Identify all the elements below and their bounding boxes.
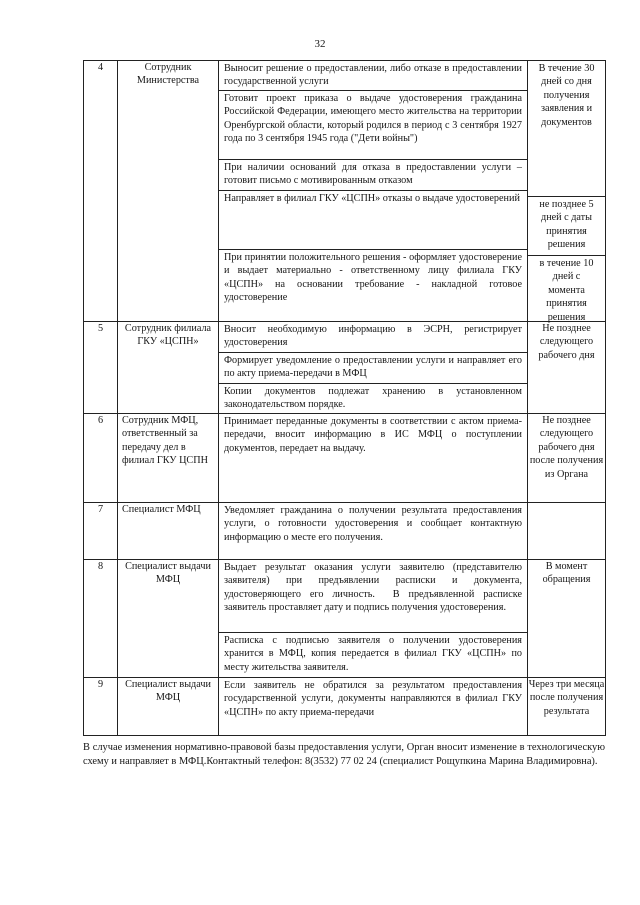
action-item: При принятии положительного решения - оформляет удостоверение и выдает материально - ответственному лицу филиала ГКУ «ЦСПН» на основании требование - накладной готовое удостоверение bbox=[224, 252, 522, 304]
term-item: не позднее 5 дней с даты принятия решения bbox=[528, 197, 605, 256]
footer-note: В случае изменения нормативно-правовой базы предоставления услуги, Орган вносит изменение в технологическую схему и направляет в МФЦ.Контактный телефон: 8(3532) 77 02 24 (специалист Рощупкина Марина Владимировна). bbox=[83, 742, 605, 767]
term-item: В течение 30 дней со дня получения заявления и документов bbox=[528, 61, 605, 197]
action-cell bbox=[219, 61, 528, 322]
term-cell: Через три месяца после получения результата bbox=[528, 678, 606, 736]
table-row bbox=[84, 503, 606, 560]
action-item: Вносит необходимую информацию в ЭСРН, регистрирует удостоверения bbox=[219, 322, 527, 353]
row-number: 7 bbox=[84, 503, 118, 560]
row-number: 8 bbox=[84, 560, 118, 678]
responsible-cell: Сотрудник филиала ГКУ «ЦСПН» bbox=[118, 322, 219, 414]
action-cell bbox=[219, 322, 528, 414]
responsible-cell: Специалист выдачи МФЦ bbox=[118, 678, 219, 736]
action-item: При наличии оснований для отказа в предоставлении услуги – готовит письмо с мотивированным отказом bbox=[219, 160, 527, 191]
action-item: Копии документов подлежат хранению в установленном законодательством порядке. bbox=[224, 386, 522, 411]
action-cell bbox=[219, 503, 528, 560]
term-cell: Не позднее следующего рабочего дня bbox=[528, 322, 606, 414]
table-row bbox=[84, 61, 606, 322]
row-number: 4 bbox=[84, 61, 118, 322]
responsible-cell: Сотрудник МФЦ, ответственный за передачу дел в филиал ГКУ ЦСПН bbox=[118, 414, 219, 503]
process-table bbox=[83, 60, 606, 736]
row-number: 9 bbox=[84, 678, 118, 736]
action-item: Формирует уведомление о предоставлении услуги и направляет его по акту приема-передачи в МФЦ bbox=[219, 353, 527, 384]
action-item: Выносит решение о предоставлении, либо отказе в предоставлении государственной услуги bbox=[219, 61, 527, 91]
term-cell bbox=[528, 503, 606, 560]
action-item: Уведомляет гражданина о получении результата предоставления услуги, о готовности удостоверения и сообщает контактную информацию о месте его получения. bbox=[224, 505, 522, 543]
table-row bbox=[84, 322, 606, 414]
table-row bbox=[84, 560, 606, 678]
row-number: 5 bbox=[84, 322, 118, 414]
action-item: Расписка с подписью заявителя о получении удостоверения хранится в МФЦ, копия передается в филиал ГКУ «ЦСПН» по месту жительства заявителя. bbox=[224, 635, 522, 673]
term-cell bbox=[528, 61, 606, 322]
table-row bbox=[84, 414, 606, 503]
row-number: 6 bbox=[84, 414, 118, 503]
action-item: Выдает результат оказания услуги заявителю (представителю заявителя) при предъявлении расписки и документа, удостоверяющего его личность. В предъявленной расписке заявитель проставляет дату и подпись получения удостоверения. bbox=[219, 560, 527, 633]
responsible-cell: Сотрудник Министерства bbox=[118, 61, 219, 322]
term-cell: В момент обращения bbox=[528, 560, 606, 678]
action-cell bbox=[219, 414, 528, 503]
page-number: 32 bbox=[314, 38, 326, 50]
action-item: Направляет в филиал ГКУ «ЦСПН» отказы о выдаче удостоверений bbox=[219, 191, 527, 250]
action-item: Готовит проект приказа о выдаче удостоверения гражданина Российской Федерации, имеющего место жительства на территории Оренбургской области, который родился в период с 3 сентября 1927 года по 3 сентября 1945 года ("Дети войны") bbox=[219, 91, 527, 160]
term-item: в течение 10 дней с момента принятия решения bbox=[539, 258, 594, 323]
action-item: Принимает переданные документы в соответствии с актом приема-передачи, вносит информацию в ИС МФЦ о поступлении документов, передает на выдачу. bbox=[224, 416, 522, 454]
term-cell: Не позднее следующего рабочего дня после получения из Органа bbox=[528, 414, 606, 503]
action-cell bbox=[219, 678, 528, 736]
responsible-cell: Специалист МФЦ bbox=[118, 503, 219, 560]
responsible-cell: Специалист выдачи МФЦ bbox=[118, 560, 219, 678]
table-row bbox=[84, 678, 606, 736]
action-item: Если заявитель не обратился за результатом предоставления государственной услуги, документы направляются в филиал ГКУ «ЦСПН» по акту приема-передачи bbox=[224, 680, 522, 718]
action-cell bbox=[219, 560, 528, 678]
